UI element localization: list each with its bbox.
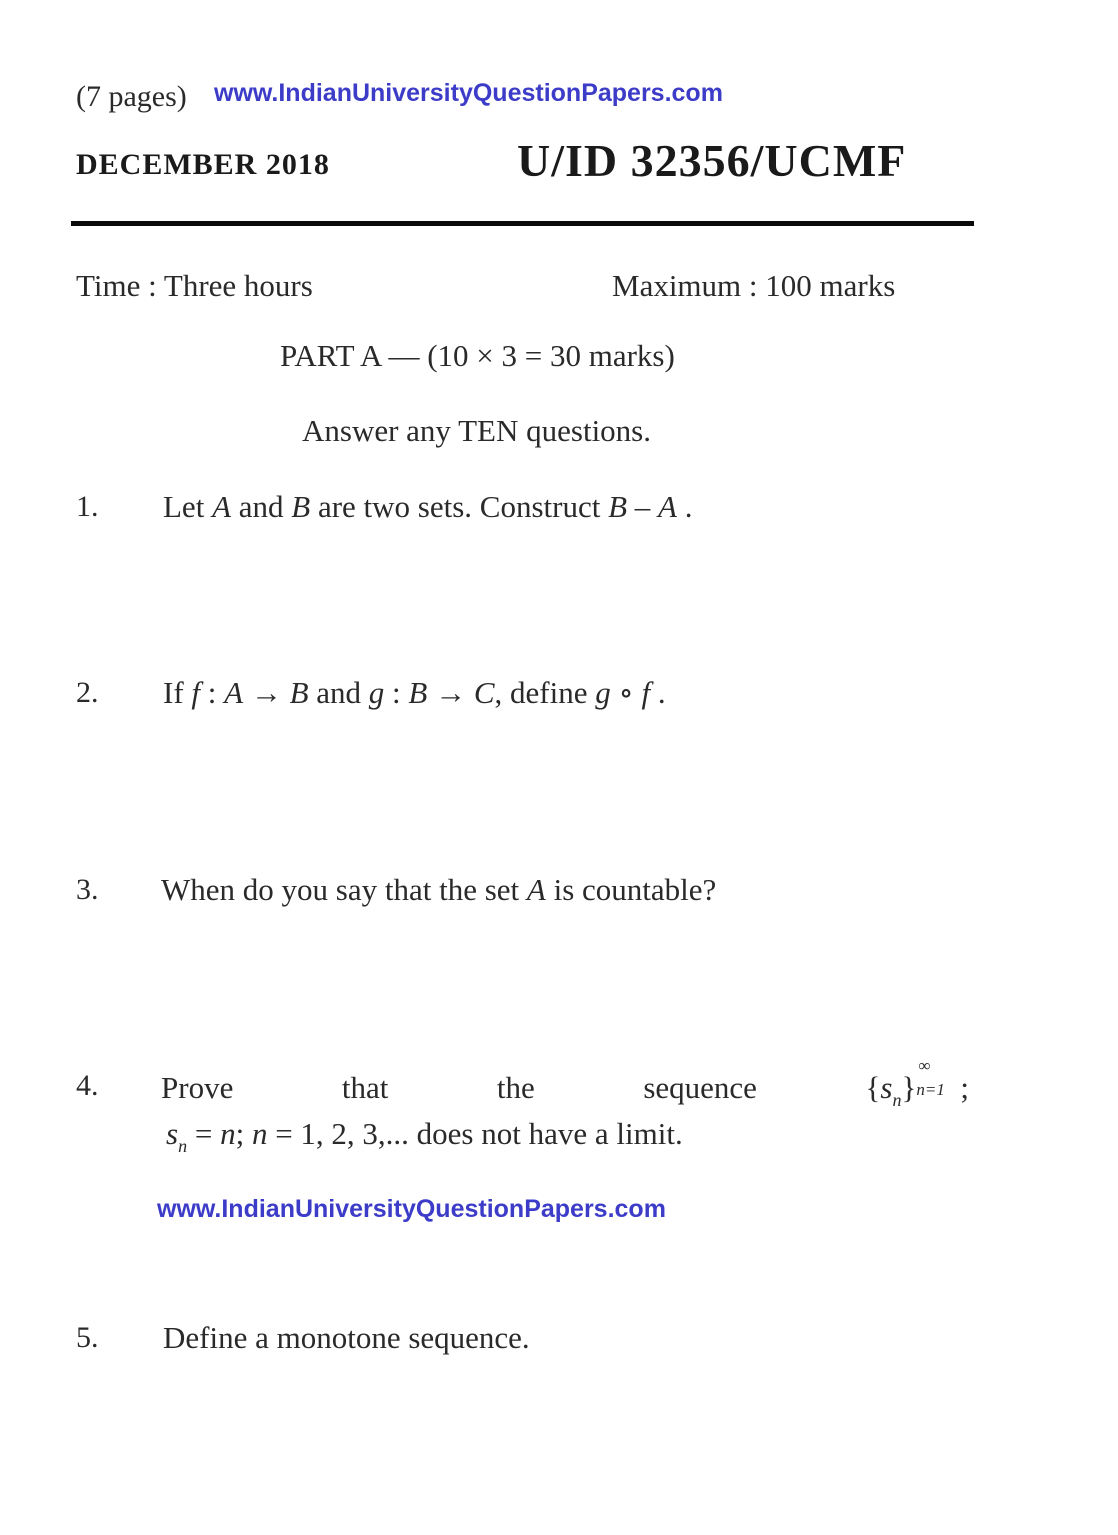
q3-part: When do you say that the set — [161, 872, 527, 907]
exam-duration: Time : Three hours — [76, 268, 313, 303]
q1-part: Let — [163, 489, 213, 524]
q4-word: that — [341, 1070, 389, 1105]
q1-part: and — [231, 489, 292, 524]
part-a-heading: PART A — (10 × 3 = 30 marks) — [280, 338, 675, 373]
q2-arrow: → — [427, 675, 474, 710]
q2-var-f: f — [641, 675, 651, 710]
q2-var-g: g — [595, 675, 611, 710]
q2-period: . — [650, 675, 666, 710]
q2-part: and — [308, 675, 369, 710]
question-4-line-1 — [161, 1056, 969, 1111]
watermark-link-middle: www.IndianUniversityQuestionPapers.com — [157, 1195, 666, 1223]
q2-var-f: f — [191, 675, 201, 710]
q1-var-a: A — [658, 489, 677, 524]
q2-var-c: C — [473, 675, 495, 710]
maximum-marks: Maximum : 100 marks — [612, 268, 896, 303]
q4-word: sequence — [643, 1070, 757, 1105]
question-3-text — [161, 872, 716, 908]
q1-var-b: B — [291, 489, 311, 524]
question-5-text: Define a monotone sequence. — [163, 1320, 530, 1355]
q4-var-s: s — [166, 1116, 179, 1151]
q1-var-a: A — [212, 489, 231, 524]
q2-var-b: B — [289, 675, 309, 710]
q4-limits — [916, 1056, 960, 1099]
q4-var-n: n — [251, 1116, 268, 1151]
q2-var-a: A — [224, 675, 244, 710]
question-2-number: 2. — [76, 676, 99, 709]
q4-equals: = — [187, 1116, 221, 1151]
page-count: (7 pages) — [76, 80, 187, 113]
question-4-number: 4. — [76, 1069, 99, 1102]
q1-period: . — [676, 489, 693, 524]
q2-colon: : — [384, 675, 409, 710]
q4-sub-n: n — [178, 1136, 188, 1156]
question-1-number: 1. — [76, 490, 99, 523]
q4-brace-open: { — [865, 1070, 881, 1105]
question-3-number: 3. — [76, 873, 99, 906]
q3-var-a: A — [526, 872, 546, 907]
exam-date: DECEMBER 2018 — [76, 148, 330, 181]
q1-minus: – — [627, 489, 659, 524]
question-4-line-2 — [166, 1116, 683, 1157]
q2-colon: : — [200, 675, 225, 710]
q1-var-b: B — [608, 489, 628, 524]
q4-sub-n: n — [892, 1090, 902, 1110]
header-divider — [71, 221, 974, 226]
q2-var-b: B — [408, 675, 428, 710]
q2-var-g: g — [368, 675, 385, 710]
q3-part: is countable? — [545, 872, 717, 907]
q4-word: Prove — [161, 1070, 234, 1105]
q4-infinity: ∞ — [918, 1056, 931, 1075]
watermark-link-top: www.IndianUniversityQuestionPapers.com — [214, 79, 723, 107]
q4-brace-close: } — [901, 1070, 917, 1105]
q4-var-s: s — [880, 1070, 893, 1105]
q2-compose: ∘ — [610, 675, 642, 710]
q2-part: , define — [494, 675, 596, 710]
q4-separator: ; — [235, 1116, 252, 1151]
q4-var-n: n — [220, 1116, 236, 1151]
q4-rest: = 1, 2, 3,... does not have a limit. — [267, 1116, 683, 1151]
paper-code: U/ID 32356/UCMF — [517, 135, 907, 186]
q4-lower-index: n=1 — [916, 1080, 945, 1099]
q4-word: the — [496, 1070, 535, 1105]
q2-arrow: → — [243, 675, 290, 710]
q2-part: If — [163, 675, 192, 710]
instruction-text: Answer any TEN questions. — [302, 413, 651, 448]
q1-part: are two sets. Construct — [310, 489, 609, 524]
question-2-text — [163, 675, 666, 711]
q4-semicolon: ; — [960, 1070, 969, 1105]
question-5-number: 5. — [76, 1321, 99, 1354]
q4-sequence-notation — [865, 1056, 969, 1111]
question-1-text — [163, 489, 692, 525]
